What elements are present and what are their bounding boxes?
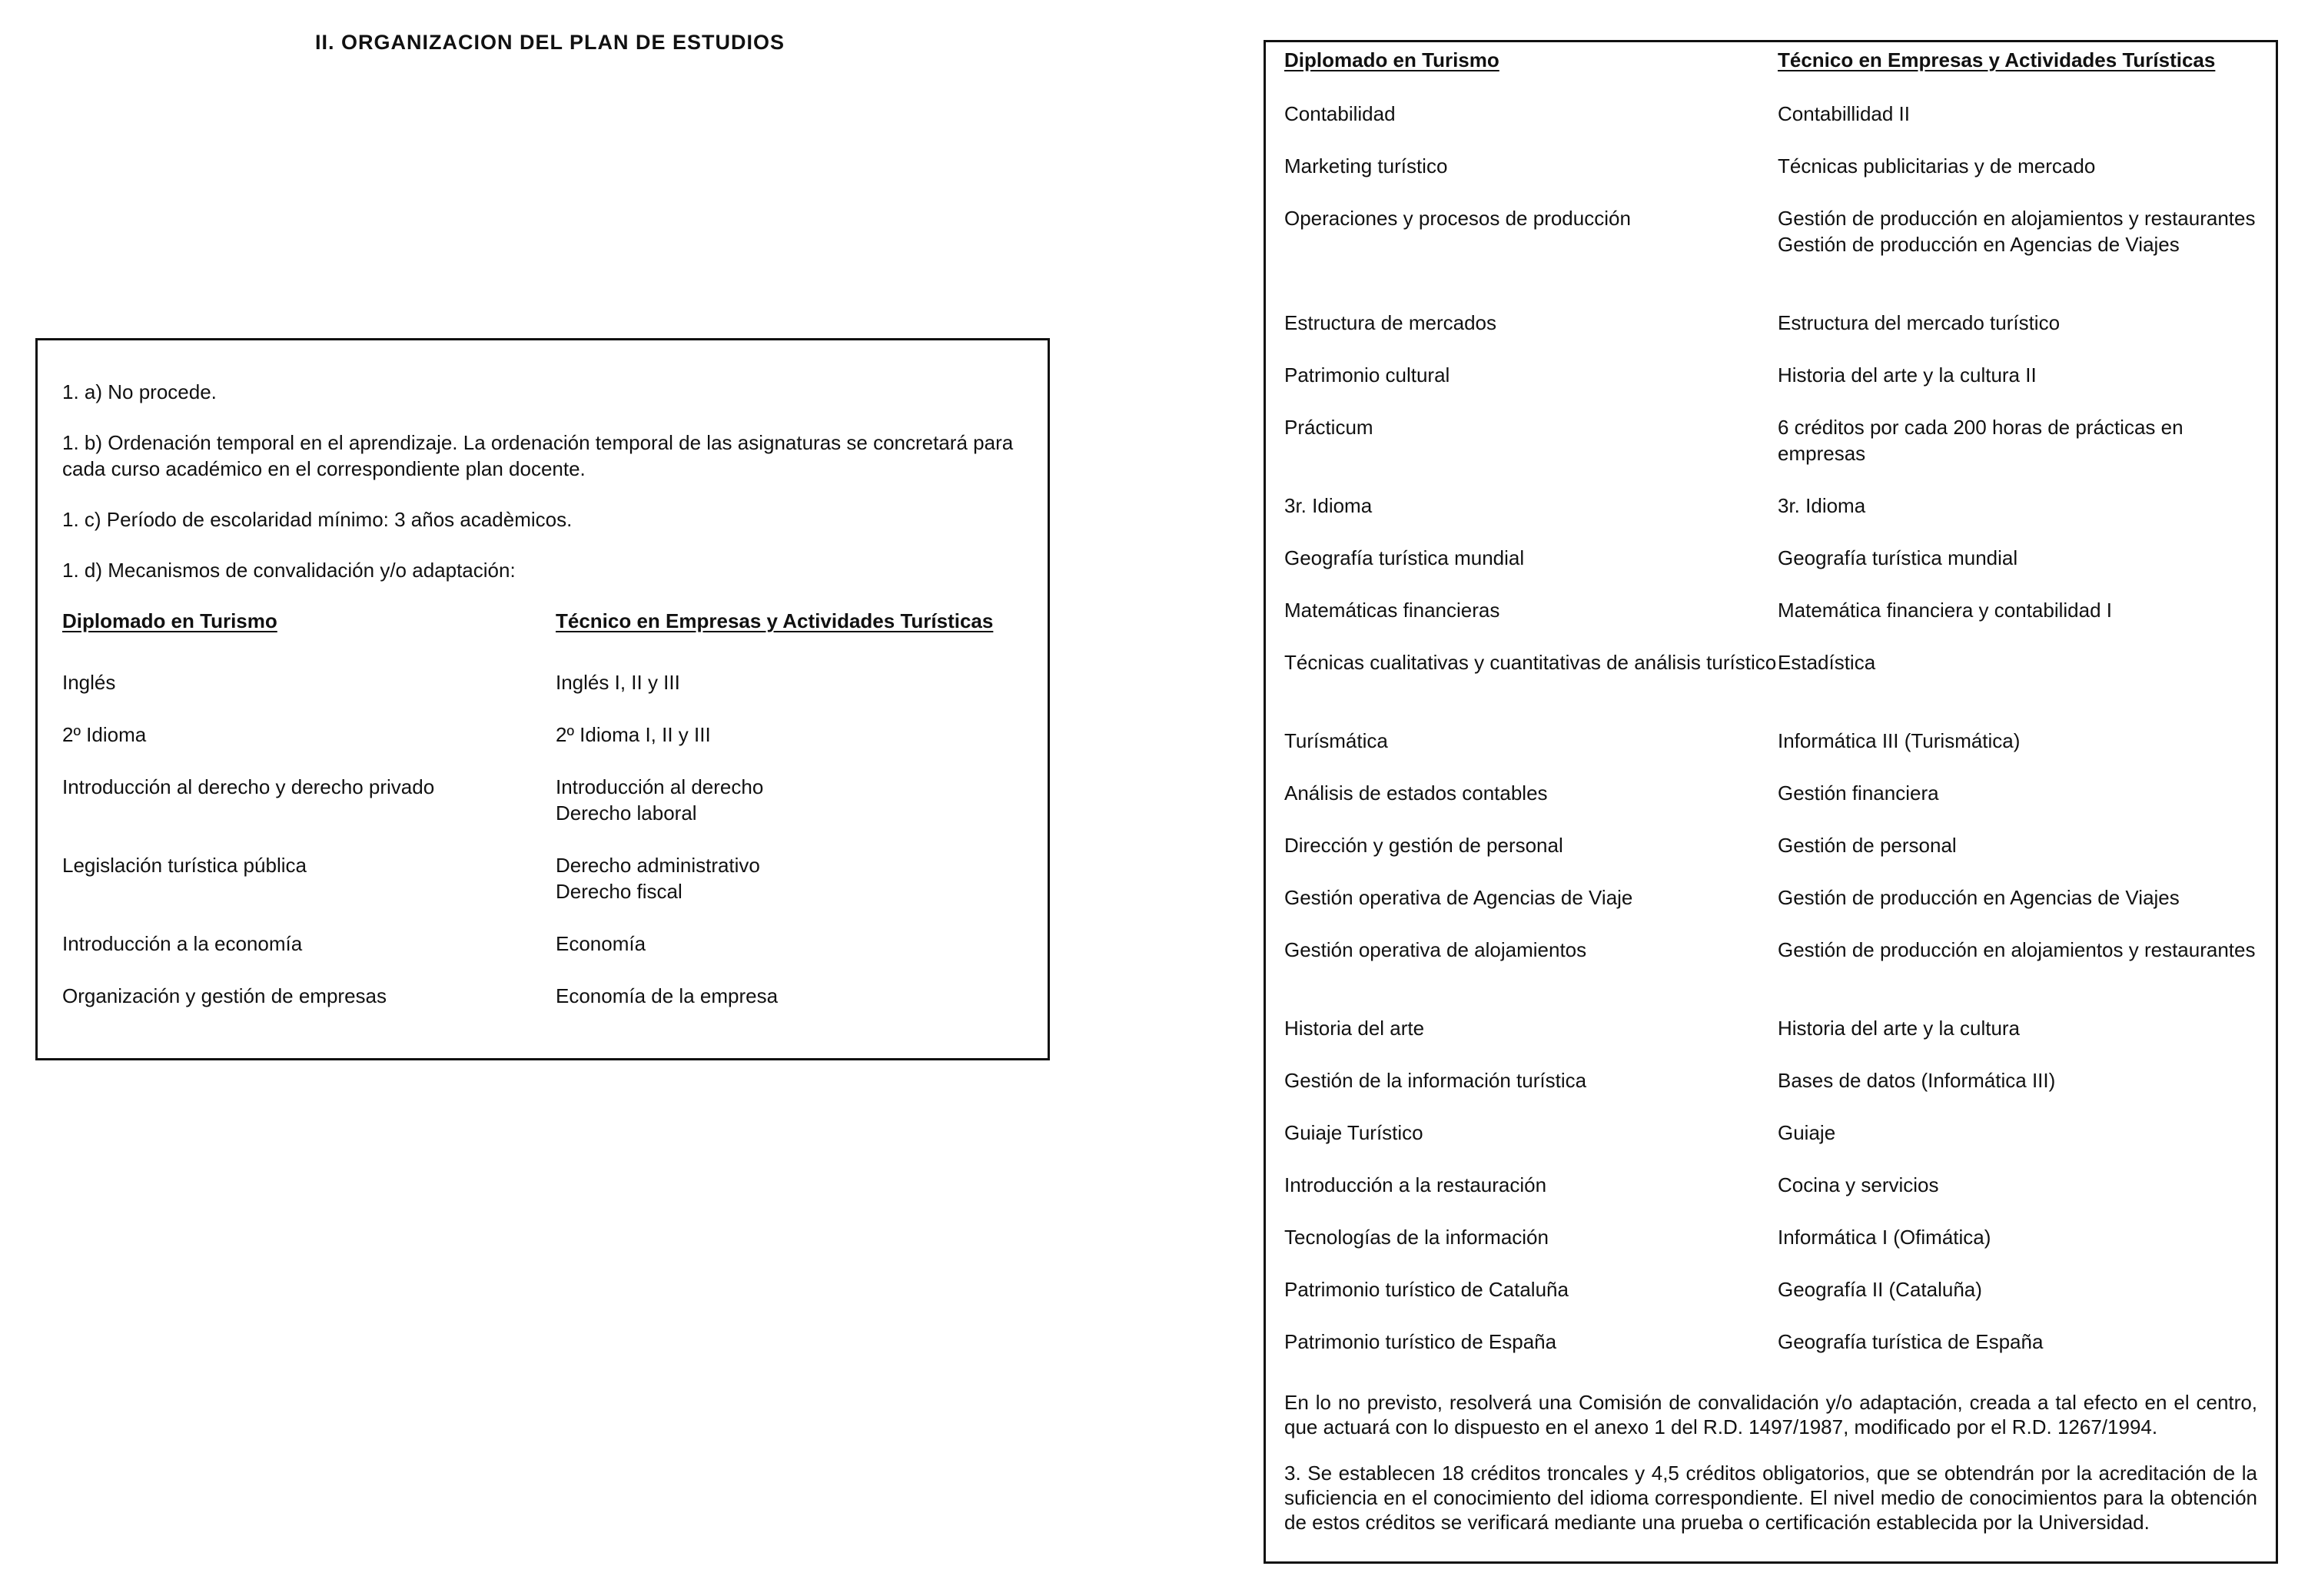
left-panel bbox=[35, 338, 1050, 1060]
paragraph-1d: 1. d) Mecanismos de convalidación y/o adaptación: bbox=[62, 559, 516, 582]
tecnico-subject-line: Gestión de personal bbox=[1778, 834, 1957, 857]
table-row bbox=[1284, 205, 2257, 310]
column-header-tecnico: Técnico en Empresas y Actividades Turísticas bbox=[1778, 48, 2216, 71]
tecnico-subject bbox=[556, 722, 1025, 774]
tecnico-subject bbox=[1778, 1224, 2257, 1276]
diplomado-subject: Tecnologías de la información bbox=[1284, 1226, 1549, 1249]
tecnico-subject-line: Derecho laboral bbox=[556, 801, 697, 825]
table-row bbox=[1284, 1172, 2257, 1224]
tecnico-subject-line: 3r. Idioma bbox=[1778, 494, 1866, 517]
table-row bbox=[1284, 1276, 2257, 1329]
tecnico-subject-line: Estadística bbox=[1778, 651, 1876, 674]
tecnico-subject bbox=[1778, 1015, 2257, 1067]
tecnico-subject-line: 2º Idioma I, II y III bbox=[556, 723, 711, 746]
diplomado-subject: Organización y gestión de empresas bbox=[62, 984, 387, 1007]
table-row bbox=[1284, 1224, 2257, 1276]
tecnico-subject-line: Historia del arte y la cultura bbox=[1778, 1017, 2021, 1040]
diplomado-subject: Gestión de la información turística bbox=[1284, 1069, 1587, 1092]
diplomado-subject: Patrimonio cultural bbox=[1284, 363, 1450, 387]
tecnico-subject-line: Informática I (Ofimática) bbox=[1778, 1226, 1991, 1249]
tecnico-subject bbox=[1778, 493, 2257, 545]
table-row bbox=[1284, 937, 2257, 1015]
tecnico-subject-line: Gestión de producción en alojamientos y restaurantes bbox=[1778, 938, 2256, 961]
table-row bbox=[1284, 780, 2257, 832]
tecnico-subject-line: Historia del arte y la cultura II bbox=[1778, 363, 2037, 387]
tecnico-subject-line: Gestión financiera bbox=[1778, 781, 1939, 805]
table-row bbox=[1284, 597, 2257, 649]
tecnico-subject-line: Derecho administrativo bbox=[556, 854, 760, 877]
diplomado-subject: Patrimonio turístico de Cataluña bbox=[1284, 1278, 1569, 1301]
diplomado-subject: Introducción a la economía bbox=[62, 932, 303, 955]
diplomado-subject: Geografía turística mundial bbox=[1284, 546, 1525, 569]
equivalence-table-left bbox=[62, 608, 1025, 1035]
tecnico-subject-line: Contabillidad II bbox=[1778, 102, 1910, 125]
table-row bbox=[1284, 884, 2257, 937]
tecnico-subject bbox=[1778, 728, 2257, 780]
diplomado-subject: Matemáticas financieras bbox=[1284, 599, 1500, 622]
table-row bbox=[1284, 1329, 2257, 1381]
table-row bbox=[1284, 101, 2257, 153]
paragraph-1b: 1. b) Ordenación temporal en el aprendizaje. La ordenación temporal de las asignaturas se concretará para cada curso académico en el correspondiente plan docente. bbox=[62, 431, 1014, 480]
column-header-diplomado: Diplomado en Turismo bbox=[62, 609, 277, 632]
column-header-diplomado: Diplomado en Turismo bbox=[1284, 48, 1499, 71]
tecnico-subject-line: Introducción al derecho bbox=[556, 775, 764, 798]
diplomado-subject: Introducción al derecho y derecho privado bbox=[62, 775, 435, 798]
diplomado-subject: Patrimonio turístico de España bbox=[1284, 1330, 1557, 1353]
tecnico-subject bbox=[1778, 649, 2257, 728]
tecnico-subject-line: Inglés I, II y III bbox=[556, 671, 680, 694]
table-row bbox=[1284, 362, 2257, 414]
diplomado-subject: Prácticum bbox=[1284, 416, 1373, 439]
tecnico-subject bbox=[1778, 1067, 2257, 1120]
paragraph-1c: 1. c) Período de escolaridad mínimo: 3 años acadèmicos. bbox=[62, 508, 573, 531]
table-row bbox=[1284, 1067, 2257, 1120]
diplomado-subject: Turísmática bbox=[1284, 729, 1388, 752]
table-row bbox=[1284, 649, 2257, 728]
tecnico-subject-line: Informática III (Turismática) bbox=[1778, 729, 2021, 752]
table-row bbox=[62, 983, 1025, 1035]
tecnico-subject-line: Economía bbox=[556, 932, 646, 955]
diplomado-subject: Guiaje Turístico bbox=[1284, 1121, 1423, 1144]
tecnico-subject bbox=[1778, 780, 2257, 832]
tecnico-subject bbox=[1778, 414, 2257, 493]
tecnico-subject-line: Gestión de producción en alojamientos y restaurantes bbox=[1778, 207, 2256, 230]
tecnico-subject bbox=[1778, 310, 2257, 362]
tecnico-subject-line: Geografía II (Cataluña) bbox=[1778, 1278, 1982, 1301]
tecnico-subject-line: 6 créditos por cada 200 horas de prácticas en empresas bbox=[1778, 416, 2184, 465]
diplomado-subject: Operaciones y procesos de producción bbox=[1284, 207, 1631, 230]
tecnico-subject-line: Derecho fiscal bbox=[556, 880, 682, 903]
tecnico-subject bbox=[556, 983, 1025, 1035]
table-row bbox=[1284, 1120, 2257, 1172]
tecnico-subject bbox=[1778, 597, 2257, 649]
tecnico-subject bbox=[1778, 884, 2257, 937]
tecnico-subject bbox=[556, 669, 1025, 722]
tecnico-subject-line: Gestión de producción en Agencias de Viajes bbox=[1778, 233, 2180, 256]
tecnico-subject bbox=[1778, 832, 2257, 884]
tecnico-subject-line: Cocina y servicios bbox=[1778, 1173, 1939, 1196]
tecnico-subject bbox=[1778, 1120, 2257, 1172]
tecnico-subject bbox=[556, 931, 1025, 983]
diplomado-subject: Marketing turístico bbox=[1284, 154, 1448, 178]
table-row bbox=[62, 722, 1025, 774]
tecnico-subject-line: Guiaje bbox=[1778, 1121, 1836, 1144]
tecnico-subject bbox=[1778, 545, 2257, 597]
tecnico-subject-line: Geografía turística mundial bbox=[1778, 546, 2018, 569]
tecnico-subject-line: Bases de datos (Informática III) bbox=[1778, 1069, 2056, 1092]
tecnico-subject bbox=[1778, 1172, 2257, 1224]
tecnico-subject bbox=[556, 852, 1025, 931]
diplomado-subject: Gestión operativa de alojamientos bbox=[1284, 938, 1587, 961]
tecnico-subject-line: Gestión de producción en Agencias de Viajes bbox=[1778, 886, 2180, 909]
diplomado-subject: Análisis de estados contables bbox=[1284, 781, 1548, 805]
right-panel bbox=[1264, 40, 2278, 1564]
table-row bbox=[62, 931, 1025, 983]
tecnico-subject bbox=[1778, 205, 2257, 310]
equivalence-table-right bbox=[1284, 47, 2257, 1381]
table-row bbox=[1284, 832, 2257, 884]
diplomado-subject: Gestión operativa de Agencias de Viaje bbox=[1284, 886, 1633, 909]
tecnico-subject bbox=[1778, 101, 2257, 153]
table-row bbox=[1284, 728, 2257, 780]
tecnico-subject bbox=[1778, 1329, 2257, 1381]
tecnico-subject bbox=[1778, 153, 2257, 205]
tecnico-subject bbox=[1778, 1276, 2257, 1329]
paragraph-1a: 1. a) No procede. bbox=[62, 380, 217, 403]
tecnico-subject bbox=[1778, 937, 2257, 1015]
table-row bbox=[1284, 310, 2257, 362]
page-title: II. ORGANIZACION DEL PLAN DE ESTUDIOS bbox=[315, 31, 785, 54]
diplomado-subject: 3r. Idioma bbox=[1284, 494, 1373, 517]
tecnico-subject-line: Economía de la empresa bbox=[556, 984, 779, 1007]
tecnico-subject bbox=[1778, 362, 2257, 414]
table-row bbox=[1284, 493, 2257, 545]
tecnico-subject-line: Geografía turística de España bbox=[1778, 1330, 2044, 1353]
diplomado-subject: Introducción a la restauración bbox=[1284, 1173, 1547, 1196]
tecnico-subject-line: Técnicas publicitarias y de mercado bbox=[1778, 154, 2096, 178]
table-row bbox=[1284, 1015, 2257, 1067]
tecnico-subject bbox=[556, 774, 1025, 852]
table-row bbox=[62, 774, 1025, 852]
column-header-tecnico: Técnico en Empresas y Actividades Turísticas bbox=[556, 609, 994, 632]
table-row bbox=[1284, 545, 2257, 597]
table-row bbox=[1284, 414, 2257, 493]
footnote-credits: 3. Se establecen 18 créditos troncales y 4,5 créditos obligatorios, que se obtendrán por la acreditación de la suficiencia en el conocimiento del idioma correspondiente. El nivel medio de conocimientos para la obtención de estos créditos se verificará mediante una prueba o certificación establecida por la Universidad. bbox=[1284, 1462, 2257, 1534]
table-header-row bbox=[62, 608, 1025, 660]
table-row bbox=[1284, 153, 2257, 205]
tecnico-subject-line: Matemática financiera y contabilidad I bbox=[1778, 599, 2113, 622]
diplomado-subject: Contabilidad bbox=[1284, 102, 1396, 125]
table-header-row bbox=[1284, 47, 2257, 91]
tecnico-subject-line: Estructura del mercado turístico bbox=[1778, 311, 2061, 334]
diplomado-subject: 2º Idioma bbox=[62, 723, 147, 746]
diplomado-subject: Estructura de mercados bbox=[1284, 311, 1497, 334]
diplomado-subject: Dirección y gestión de personal bbox=[1284, 834, 1563, 857]
diplomado-subject: Inglés bbox=[62, 671, 116, 694]
table-row bbox=[62, 669, 1025, 722]
table-row bbox=[62, 852, 1025, 931]
diplomado-subject: Legislación turística pública bbox=[62, 854, 307, 877]
diplomado-subject: Técnicas cualitativas y cuantitativas de análisis turístico bbox=[1284, 651, 1777, 674]
diplomado-subject: Historia del arte bbox=[1284, 1017, 1425, 1040]
footnote-commission: En lo no previsto, resolverá una Comisión de convalidación y/o adaptación, creada a tal efecto en el centro, que actuará con lo dispuesto en el anexo 1 del R.D. 1497/1987, modificado por el R.D. 1267/1994. bbox=[1284, 1391, 2257, 1438]
